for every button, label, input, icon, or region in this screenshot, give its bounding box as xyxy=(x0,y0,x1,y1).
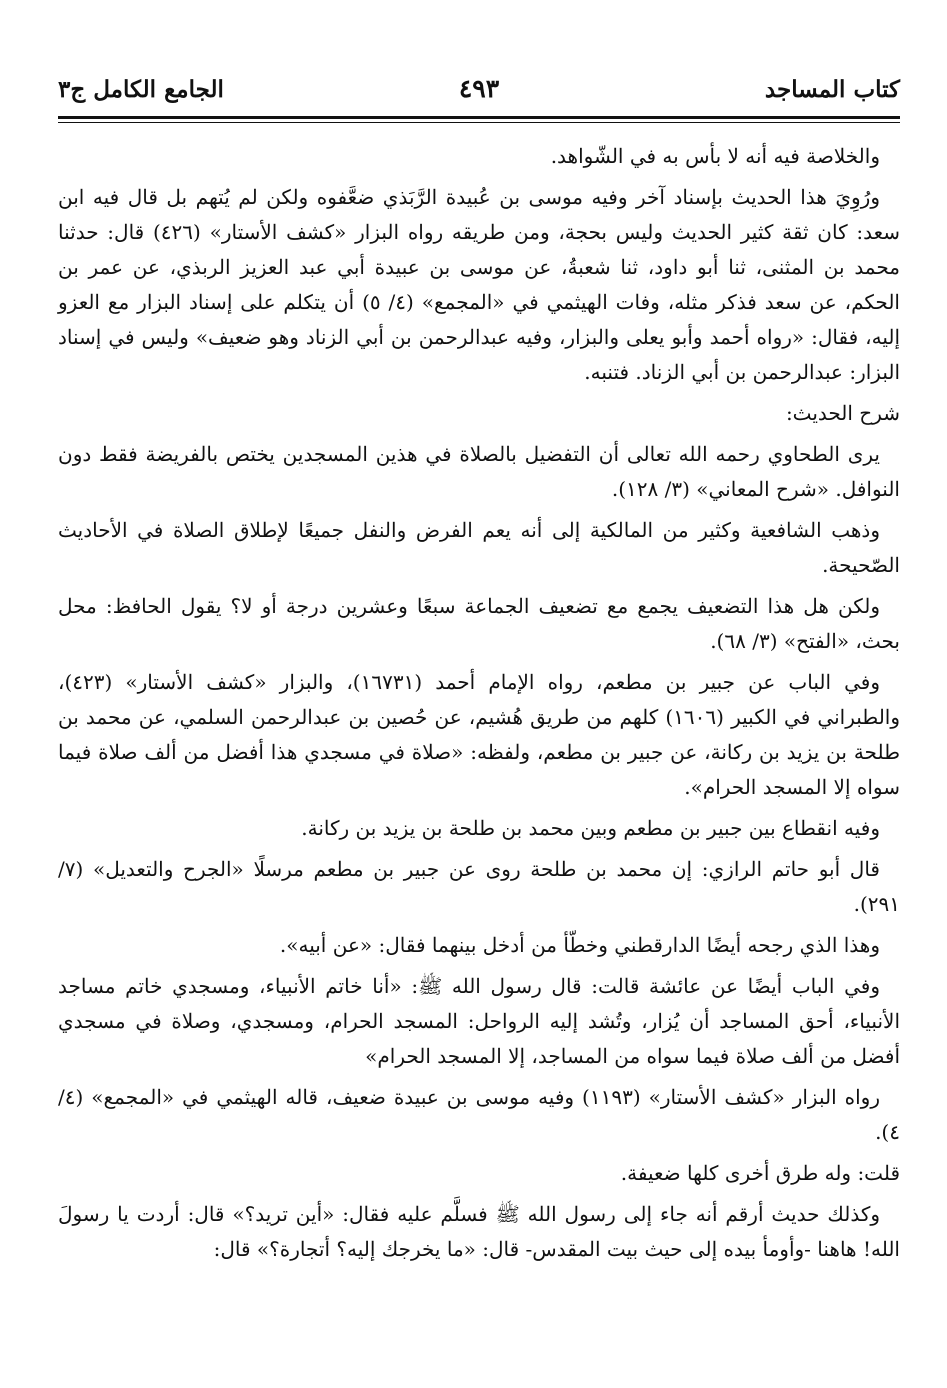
paragraph-multiplication: ولكن هل هذا التضعيف يجمع مع تضعيف الجماعة سبعًا وعشرين درجة أو لا؟ يقول الحافظ: محل بحث، «الفتح» (٣/ ٦٨). xyxy=(58,594,900,653)
book-title: كتاب المساجد xyxy=(764,76,900,103)
paragraph-daraqutni: وهذا الذي رجحه أيضًا الدارقطني وخطّأ من أدخل بينهما فقال: «عن أبيه». xyxy=(279,933,880,957)
paragraph-shafiiyya: وذهب الشافعية وكثير من المالكية إلى أنه يعم الفرض والنفل جميعًا لإطلاق الصلاة في الأحاديث الصّحيحة. xyxy=(58,518,900,577)
body-text xyxy=(58,139,900,1267)
paragraph-arqam: وكذلك حديث أرقم أنه جاء إلى رسول الله ﷺ فسلَّم عليه فقال: «أين تريد؟» قال: أردت يا رسولَ الله! هاهنا -وأومأ بيده إلى حيث بيت المقدس- قال: «ما يخرجك إليه؟ أتجارة؟» قال: xyxy=(58,1202,900,1261)
paragraph-abu-hatim: قال أبو حاتم الرازي: إن محمد بن طلحة روى عن جبير بن مطعم مرسلًا «الجرح والتعديل» (٧/ ٢٩١). xyxy=(58,857,900,916)
paragraph-tahawi: يرى الطحاوي رحمه الله تعالى أن التفضيل بالصلاة في هذين المسجدين يختص بالفريضة فقط دون النوافل. «شرح المعاني» (٣/ ١٢٨). xyxy=(58,442,900,501)
paragraph-inqita: وفيه انقطاع بين جبير بن مطعم وبين محمد بن طلحة بن يزيد بن ركانة. xyxy=(301,816,880,840)
book-page xyxy=(58,70,900,1267)
paragraph-bazzar: رواه البزار «كشف الأستار» (١١٩٣) وفيه موسى بن عبيدة ضعيف، قاله الهيثمي في «المجمع» (٤/ ٤). xyxy=(58,1085,900,1144)
paragraph-conclusion: والخلاصة فيه أنه لا بأس به في الشّواهد. xyxy=(550,144,880,168)
header-rule-thick xyxy=(58,116,900,119)
header-rule-thin xyxy=(58,122,900,123)
paragraph-jubayr: وفي الباب عن جبير بن مطعم، رواه الإمام أحمد (١٦٧٣١)، والبزار «كشف الأستار» (٤٢٣)، والطبراني في الكبير (١٦٠٦) كلهم من طريق هُشيم، عن حُصين بن عبدالرحمن السلمي، عن محمد بن طلحة بن يزيد بن ركانة، عن جبير بن مطعم، ولفظه: «صلاة في مسجدي هذا أفضل من ألف صلاة فيما سواه إلا المسجد الحرام». xyxy=(58,670,900,799)
volume-title: الجامع الكامل ج٣ xyxy=(58,76,224,103)
paragraph-aisha: وفي الباب أيضًا عن عائشة قالت: قال رسول الله ﷺ: «أنا خاتم الأنبياء، ومسجدي خاتم مساجد الأنبياء، أحق المساجد أن يُزار، وتُشد إليه الرواحل: المسجد الحرام، ومسجدي، وصلاة في مسجدي أفضل من ألف صلاة فيما سواه من المساجد، إلا المسجد الحرام» xyxy=(58,974,900,1068)
page-header xyxy=(58,70,900,116)
paragraph-other-chain: ورُوِيَ هذا الحديث بإسناد آخر وفيه موسى بن عُبيدة الرَّبَذي ضعَّفوه ولكن لم يُتهم بل قال فيه ابن سعد: كان ثقة كثير الحديث وليس بحجة، ومن طريقه رواه البزار «كشف الأستار» (٤٢٦) قال: حدثنا محمد بن المثنى، ثنا أبو داود، ثنا شعبةُ، عن موسى بن عبيدة أبي عبد العزيز الربذي، عن عمر بن الحكم، عن سعد فذكر مثله، وفات الهيثمي في «المجمع» (٤/ ٥) أن يتكلم على إسناد البزار مع العزو إليه، فقال: «رواه أحمد وأبو يعلى والبزار، وفيه عبدالرحمن بن أبي الزناد وهو ضعيف» وليس في إسناد البزار: عبدالرحمن بن أبي الزناد. فتنبه. xyxy=(58,185,900,384)
section-heading-explanation: شرح الحديث: xyxy=(785,401,900,425)
page-number: ٤٩٣ xyxy=(458,74,500,103)
paragraph-qultu: قلت: وله طرق أخرى كلها ضعيفة. xyxy=(620,1161,900,1185)
